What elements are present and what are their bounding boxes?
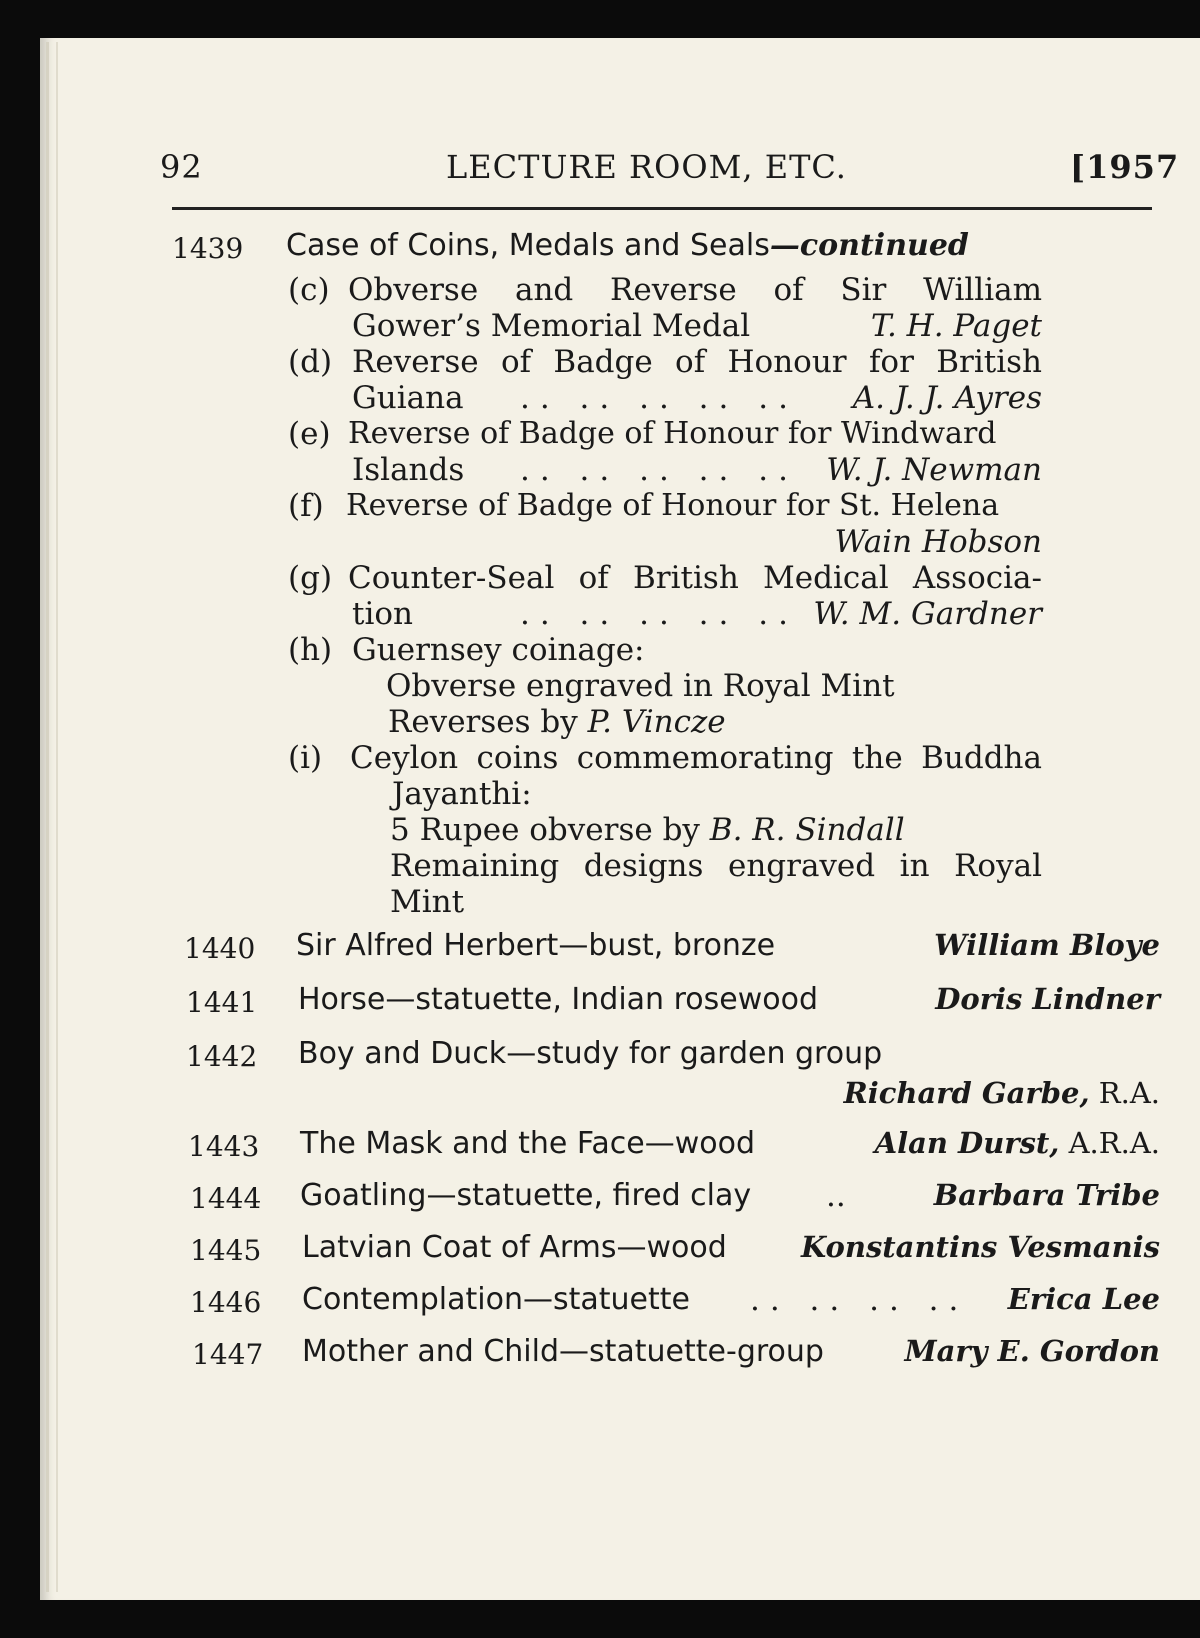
entry-artist: Erica Lee [1007,1282,1160,1316]
entry-number: 1444 [190,1182,262,1215]
page-edge [56,42,58,1592]
item-label: (e) [288,416,331,452]
leader-dots: .. .. .. .. .. [520,380,798,416]
entry-number: 1441 [186,986,258,1019]
running-title: LECTURE ROOM, ETC. [446,148,847,186]
entry-number: 1440 [184,932,256,965]
entry-title-text: The Mask and the Face [300,1126,645,1161]
item-line: Gower’s Memorial Medal [352,308,751,344]
item-line: Islands [352,452,465,488]
item-line: tion [352,596,414,632]
entry-artist: Richard Garbe, [843,1076,1090,1110]
entry-artist-line [760,1076,1160,1110]
entry-title [302,1334,824,1369]
entry-suffix: A.R.A. [1068,1126,1160,1160]
entry-desc: —study for garden group [506,1036,883,1071]
entry-title-text: Boy and Duck [298,1036,507,1071]
item-artist: Wain Hobson [834,524,1042,560]
item-artist: T. H. Paget [870,308,1042,344]
item-label: (f) [288,488,324,524]
entry-number: 1442 [186,1040,258,1073]
entry-desc: —wood [616,1230,727,1265]
entry-title-text: Contemplation [302,1282,523,1317]
leader-dots: .. .. .. .. .. [520,596,798,632]
running-year: [1957 [1070,148,1180,186]
item-label: (h) [288,632,333,668]
entry-desc: —wood [644,1126,756,1161]
item-line: Ceylon coins commemorating the Buddha [350,740,1042,776]
entry-title-text: Horse [298,982,386,1017]
entry-number: 1445 [190,1234,262,1267]
page-edge [46,42,49,1592]
leader-dots: .. [826,1178,846,1214]
entry-number: 1439 [172,232,244,265]
item-line: Jayanthi: [392,776,532,812]
item-line: Guiana [352,380,464,416]
item-artist: A. J. J. Ayres [852,380,1042,416]
entry-artist: Alan Durst, [874,1126,1060,1160]
item-line-prefix: Reverses by [388,704,578,740]
entry-desc: —statuette [523,1282,690,1317]
item-label: (g) [288,560,333,596]
entry-title-text: Mother and Child [302,1334,559,1369]
item-artist: P. Vincze [587,704,726,740]
page-number: 92 [160,148,203,186]
item-artist: W. M. Gardner [813,596,1042,632]
entry-title-text: Latvian Coat of Arms [302,1230,617,1265]
item-artist: B. R. Sindall [709,812,905,848]
item-line: Obverse and Reverse of Sir William [348,272,1042,308]
entry-title [300,1126,755,1161]
item-line: Remaining designs engraved in Royal [390,848,1042,884]
entry-desc: —statuette, fired clay [426,1178,752,1213]
entry-artist: Konstantins Vesmanis [800,1230,1160,1264]
entry-desc: —statuette-group [559,1334,824,1369]
entry-number: 1447 [192,1338,264,1371]
item-line: Reverse of Badge of Honour for St. Helena [346,488,1000,523]
entry-title [296,928,775,963]
entry-artist: Doris Lindner [935,982,1160,1016]
item-line: Obverse engraved in Royal Mint [386,668,895,704]
entry-artist-line [800,1126,1160,1160]
leader-dots: .. .. .. .. [750,1282,969,1318]
entry-title-text: Sir Alfred Herbert [296,928,559,963]
entry-title-text: Goatling [300,1178,427,1213]
item-line: Counter-Seal of British Medical Associa- [348,560,1042,596]
entry-number: 1446 [190,1286,262,1319]
leader-dots: .. .. .. .. .. [520,452,798,488]
entry-title [300,1178,751,1213]
entry-title [298,982,818,1017]
entry-artist: William Bloye [934,928,1160,962]
entry-title [302,1230,727,1265]
item-line [390,812,905,848]
item-line: Guernsey coinage: [352,632,645,668]
item-line: Mint [390,884,465,920]
item-line-prefix: 5 Rupee obverse by [390,812,700,848]
entry-artist: Barbara Tribe [933,1178,1160,1212]
item-line: Reverse of Badge of Honour for British [352,344,1042,380]
entry-title [286,228,969,263]
header-rule [172,207,1152,210]
item-label: (d) [288,344,333,380]
item-artist: W. J. Newman [826,452,1042,488]
entry-title [298,1036,882,1071]
entry-desc: —bust, bronze [558,928,776,963]
item-label: (i) [288,740,323,776]
entry-title [302,1282,690,1317]
entry-title-text: Case of Coins, Medals and Seals [286,228,770,263]
entry-desc: —statuette, Indian rosewood [385,982,818,1017]
item-label: (c) [288,272,330,308]
entry-artist: Mary E. Gordon [904,1334,1160,1368]
item-line [388,704,726,740]
entry-suffix: R.A. [1098,1076,1160,1110]
entry-title-suffix: —continued [769,228,969,263]
item-line: Reverse of Badge of Honour for Windward [348,416,997,451]
entry-number: 1443 [188,1130,260,1163]
